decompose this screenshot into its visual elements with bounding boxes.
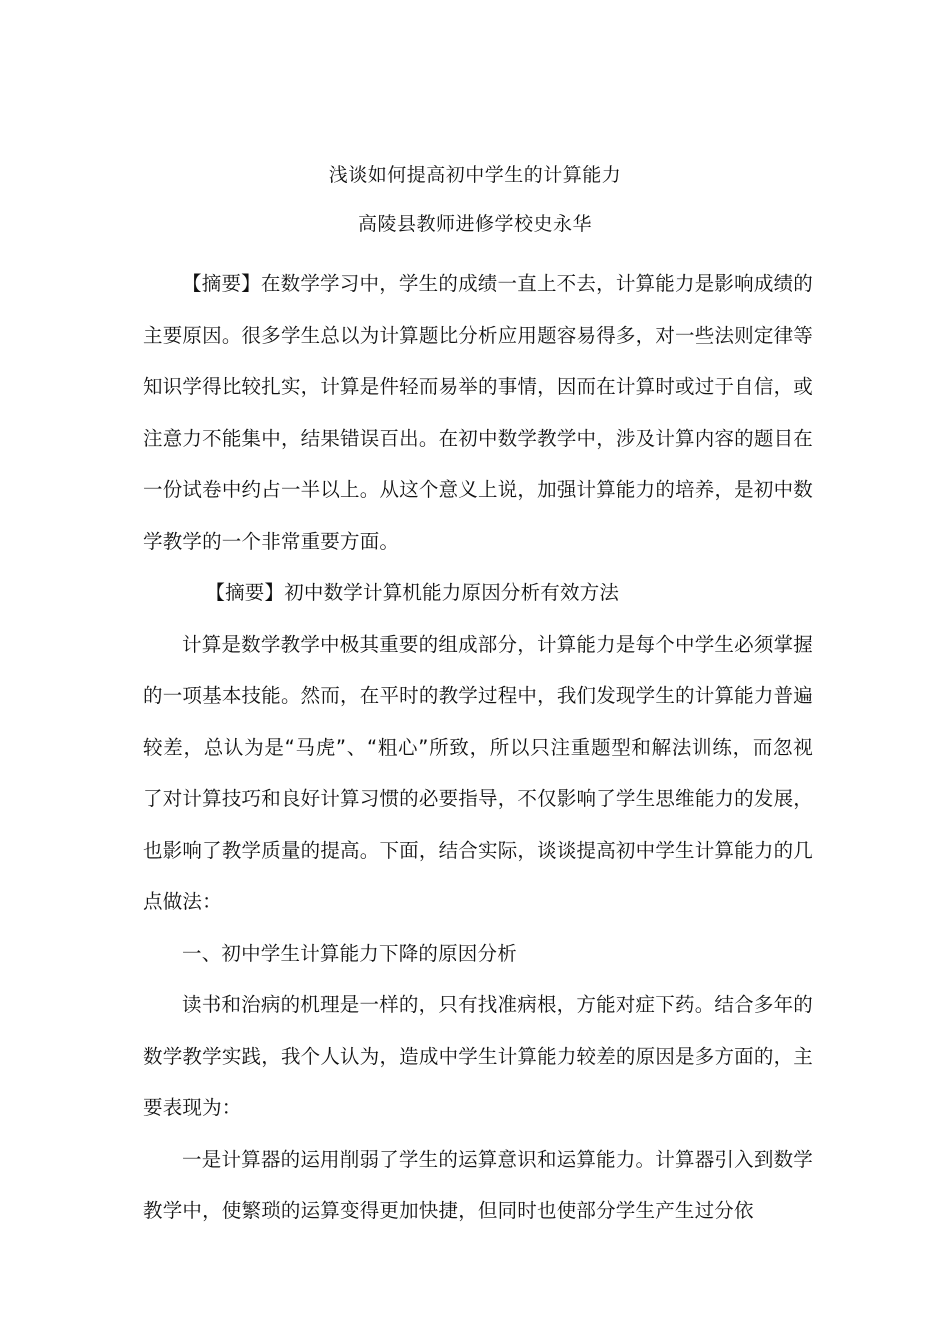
intro-paragraph: 计算是数学教学中极其重要的组成部分，计算能力是每个中学生必须掌握的一项基本技能。然而，在平时的教学过程中，我们发现学生的计算能力普遍较差，总认为是“马虎”、“粗心”所致，所以只注重题型和解法训练，而忽视了对计算技巧和良好计算习惯的必要指导，不仅影响了学生思维能力的发展，也影响了教学质量的提高。下面，结合实际，谈谈提高初中学生计算能力的几点做法： <box>143 632 813 913</box>
abstract-paragraph: 【摘要】在数学学习中，学生的成绩一直上不去，计算能力是影响成绩的主要原因。很多学生总以为计算题比分析应用题容易得多，对一些法则定律等知识学得比较扎实，计算是件轻而易举的事情，因而在计算时或过于自信，或注意力不能集中，结果错误百出。在初中数学教学中，涉及计算内容的题目在一份试卷中约占一半以上。从这个意义上说，加强计算能力的培养，是初中数学教学的一个非常重要方面。 <box>143 272 813 553</box>
document-body <box>143 258 813 1237</box>
author-line: 高陵县教师进修学校史永华 <box>357 213 592 235</box>
section-heading: 一、初中学生计算能力下降的原因分析 <box>182 941 517 965</box>
body-paragraph: 读书和治病的机理是一样的，只有找准病根，方能对症下药。结合多年的数学教学实践，我个人认为，造成中学生计算能力较差的原因是多方面的，主要表现为： <box>143 993 813 1119</box>
document-title: 浅谈如何提高初中学生的计算能力 <box>328 164 622 186</box>
body-paragraph: 一是计算器的运用削弱了学生的运算意识和运算能力。计算器引入到数学教学中，使繁琐的运算变得更加快捷，但同时也使部分学生产生过分依 <box>143 1147 813 1222</box>
keywords-paragraph: 【摘要】初中数学计算机能力原因分析有效方法 <box>205 581 620 604</box>
